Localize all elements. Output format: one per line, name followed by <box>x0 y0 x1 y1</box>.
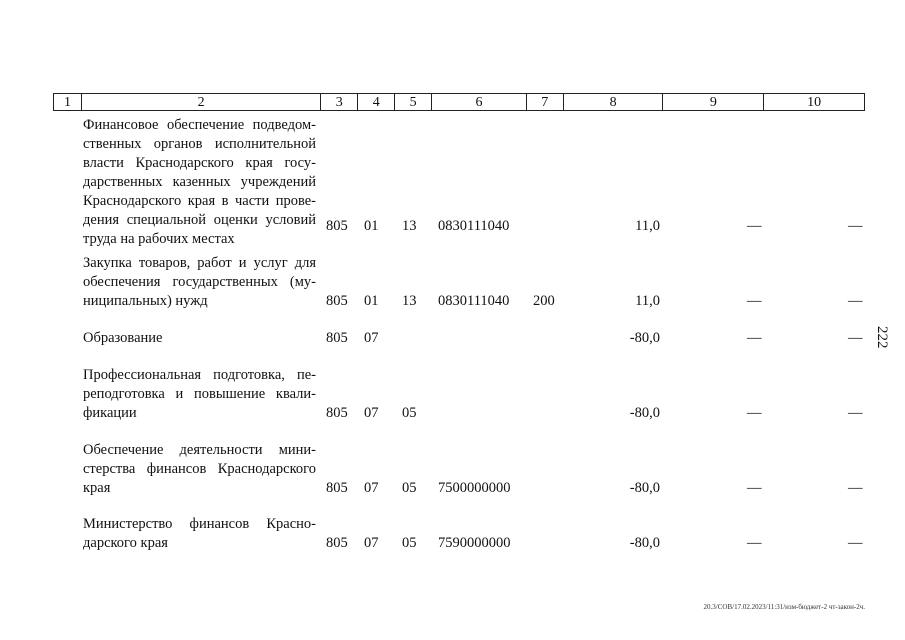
header-col-3: 3 <box>321 94 358 110</box>
header-col-9: 9 <box>663 94 764 110</box>
header-col-8: 8 <box>564 94 664 110</box>
cell-c8: -80,0 <box>629 330 660 346</box>
cell-c3: 805 <box>326 293 348 309</box>
cell-c7: 200 <box>533 293 555 309</box>
cell-c4: 07 <box>364 535 379 551</box>
cell-c9: — <box>747 218 762 234</box>
table-header <box>53 93 865 111</box>
header-col-10: 10 <box>807 95 822 110</box>
cell-c9: — <box>747 330 762 346</box>
cell-c5: 05 <box>402 480 417 496</box>
row-name: Обеспечение деятельности мини-стерства финансов Краснодарского края <box>83 442 316 496</box>
header-col-2: 2 <box>82 94 321 110</box>
cell-c8: 11,0 <box>635 218 660 234</box>
table-row <box>0 329 905 348</box>
cell-c10: — <box>848 535 863 551</box>
cell-c6: 7500000000 <box>438 480 511 496</box>
row-name: Образование <box>83 330 163 346</box>
row-name: Финансовое обеспечение подведом-ственных органов исполнительной власти Краснодарского края госу-дарственных казенных учреждений Краснодарского края в части прове-дения специальной оценки условий труда на рабочих местах <box>83 117 316 247</box>
cell-c3: 805 <box>326 405 348 421</box>
header-col-5: 5 <box>395 94 432 110</box>
cell-c10: — <box>848 293 863 309</box>
cell-c9: — <box>747 535 762 551</box>
header-col-7: 7 <box>527 94 564 110</box>
cell-c9: — <box>747 480 762 496</box>
header-col-1: 1 <box>54 94 82 110</box>
cell-c10: — <box>848 330 863 346</box>
cell-c10: — <box>848 218 863 234</box>
cell-c3: 805 <box>326 330 348 346</box>
cell-c6: 0830111040 <box>438 293 510 309</box>
row-name: Профессиональная подготовка, пе-реподготовка и повышение квали-фикации <box>83 367 316 421</box>
cell-c4: 01 <box>364 293 379 309</box>
cell-c6: 7590000000 <box>438 535 511 551</box>
table-row <box>0 366 905 423</box>
cell-c8: 11,0 <box>635 293 660 309</box>
cell-c3: 805 <box>326 218 348 234</box>
page-number: 222 <box>874 326 890 349</box>
cell-c4: 07 <box>364 480 379 496</box>
cell-c5: 13 <box>402 218 417 234</box>
header-col-6: 6 <box>432 94 527 110</box>
cell-c5: 05 <box>402 405 417 421</box>
table-row <box>0 116 905 247</box>
footer-stamp: 20.3/СОВ/17.02.2023/11:31/изм-бюджет-2 чт-закон-2ч. <box>703 603 865 611</box>
header-col-4: 4 <box>358 94 395 110</box>
cell-c6: 0830111040 <box>438 218 510 234</box>
row-name: Закупка товаров, работ и услуг для обеспечения государственных (му-ниципальных) нужд <box>83 255 316 309</box>
cell-c5: 13 <box>402 293 417 309</box>
cell-c4: 07 <box>364 405 379 421</box>
cell-c9: — <box>747 405 762 421</box>
table-row <box>0 515 905 553</box>
table-row <box>0 441 905 498</box>
cell-c10: — <box>848 405 863 421</box>
cell-c5: 05 <box>402 535 417 551</box>
cell-c3: 805 <box>326 535 348 551</box>
cell-c8: -80,0 <box>629 535 660 551</box>
cell-c9: — <box>747 293 762 309</box>
cell-c10: — <box>848 480 863 496</box>
cell-c8: -80,0 <box>629 480 660 496</box>
cell-c3: 805 <box>326 480 348 496</box>
cell-c4: 01 <box>364 218 379 234</box>
row-name: Министерство финансов Красно-дарского края <box>83 516 316 551</box>
cell-c8: -80,0 <box>629 405 660 421</box>
table-row <box>0 254 905 311</box>
cell-c4: 07 <box>364 330 379 346</box>
